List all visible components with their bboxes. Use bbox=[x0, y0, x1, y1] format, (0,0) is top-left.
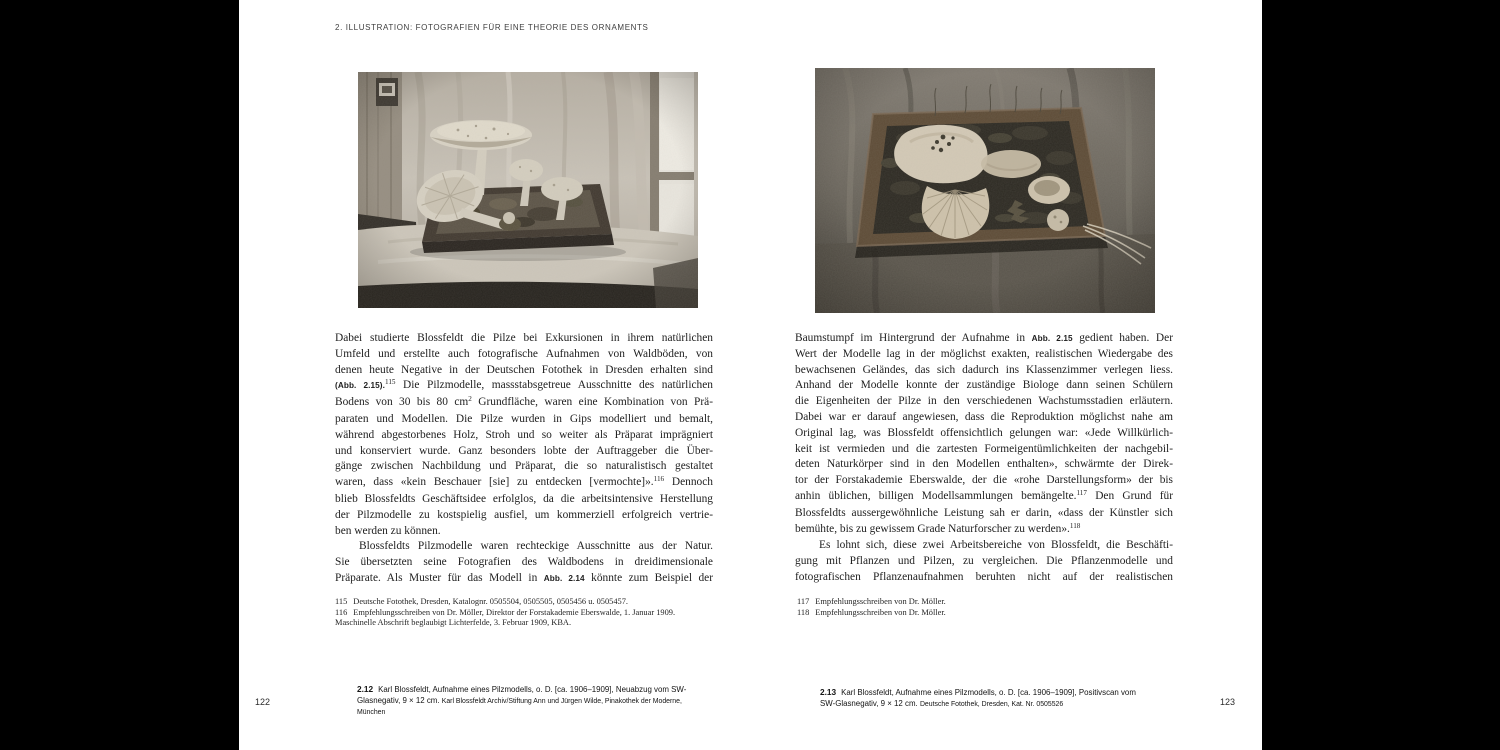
body-text-right bbox=[795, 331, 1173, 586]
body-text-line: anhin üblichen, billigen Modellsammlungen bemängelte.$^{117}$ Den Grund für bbox=[795, 488, 1173, 502]
body-text-line: ben werden zu können. bbox=[335, 524, 441, 537]
figure-caption-right bbox=[820, 687, 1152, 710]
body-text-left bbox=[335, 331, 713, 587]
mushroom-model-photo-left bbox=[358, 72, 698, 308]
body-text-line: Original lag, was Blossfeldt offensichtlich gelungen war: «Jede Willkürlich- bbox=[795, 426, 1173, 439]
body-text-line: deten Naturkörper sind in den Modellen enthalten», schwärmte der Direk- bbox=[795, 458, 1173, 471]
body-text-line: Dabei studierte Blossfeldt die Pilze bei Exkursionen in ihrem natürlichen bbox=[335, 332, 713, 344]
body-text-line: waren, dass «kein Beschauer [sie] zu entdecken [vermochte]».$^{116}$ Dennoch bbox=[335, 475, 714, 489]
caption-number: 2.13 bbox=[820, 687, 837, 697]
body-text-line: (Abb. 2.15).$^{115}$ Die Pilzmodelle, massstabsgetreue Ausschnitte des natürlichen bbox=[335, 378, 713, 392]
body-text-line: während abgestorbenes Holz, Stroh und so weiter als Präparat imprägniert bbox=[335, 428, 713, 441]
caption-number: 2.12 bbox=[357, 684, 374, 694]
caption-credit: Karl Blossfeldt Archiv/Stiftung Ann und Jürgen Wilde, Pinakothek der Moderne, München bbox=[357, 697, 682, 717]
body-text-line: bemühte, bis zu gewissem Grade Naturforscher zu werden».$^{118}$ bbox=[795, 521, 1081, 535]
figure-caption-left bbox=[357, 684, 689, 719]
figure-photo-mushroom-tray bbox=[815, 68, 1155, 313]
body-text-line: blieb Blossfeldts Geschäftsidee erfolglos, da die arbeitsintensive Herstellung bbox=[335, 492, 713, 505]
page-number-right: 123 bbox=[1220, 697, 1236, 707]
footnotes-right bbox=[797, 597, 1197, 618]
body-text-line: Es lohnt sich, diese zwei Arbeitsbereiche von Blossfeldt, die Beschäfti- bbox=[819, 539, 1173, 552]
caption-text: Karl Blossfeldt, Aufnahme eines Pilzmodells, o. D. [ca. 1906–1909], Positivscan vom SW-Glasnegativ, 9 × 12 cm. bbox=[820, 688, 1136, 708]
body-text-line: Präparate. Als Muster für das Modell in Abb. 2.14 könnte zum Beispiel der bbox=[335, 571, 713, 584]
body-text-line: Umfeld und erstellte auch fotografische Aufnahmen von Waldböden, von bbox=[335, 347, 713, 360]
body-text-line: bewachsenen Geländes, das sich dadurch ins Klassenzimmer verlegen liess. bbox=[795, 363, 1173, 376]
body-text-line: Wert der Modelle lag in der möglichst exakten, realistischen Wiedergabe des bbox=[795, 347, 1173, 360]
footnote: 117 Empfehlungsschreiben von Dr. Möller. bbox=[797, 597, 946, 606]
mushroom-model-photo-right bbox=[815, 68, 1155, 313]
body-text-line: Baumstumpf im Hintergrund der Aufnahme in Abb. 2.15 gedient haben. Der bbox=[795, 332, 1173, 344]
running-header: 2. ILLUSTRATION: FOTOGRAFIEN FÜR EINE THEORIE DES ORNAMENTS bbox=[335, 23, 649, 32]
body-text-line: gung mit Pflanzen und Pilzen, zu vergleichen. Die Pflanzenmodelle und bbox=[795, 555, 1173, 568]
body-text-line: Anhand der Modelle konnte der zuständige Biologe dann seinen Schülern bbox=[795, 379, 1173, 392]
page-spread bbox=[239, 0, 1262, 750]
body-text-line: Blossfeldts Pilzmodelle waren rechteckige Ausschnitte aus der Natur. bbox=[359, 540, 713, 553]
figure-photo-mushroom-model-table bbox=[358, 72, 698, 308]
body-text-line: Dabei war er darauf angewiesen, dass die Reproduktion möglichst nahe am bbox=[795, 410, 1173, 423]
caption-credit: Deutsche Fotothek, Dresden, Kat. Nr. 0505526 bbox=[919, 700, 1064, 708]
footnote: 115 Deutsche Fotothek, Dresden, Katalognr. 0505504, 0505505, 0505456 u. 0505457. bbox=[335, 597, 628, 606]
body-text-line: Sie übersetzten seine Fotografien des Waldbodens in dreidimensionale bbox=[335, 556, 713, 569]
body-text-line: Bodens von 30 bis 80 $cm^2$ Grundfläche, waren eine Kombination von Prä- bbox=[335, 395, 713, 409]
footnote: 116 Empfehlungsschreiben von Dr. Möller, Direktor der Forstakademie Eberswalde, 1. Januar 1909. bbox=[335, 607, 676, 617]
footnotes-left bbox=[335, 597, 735, 629]
body-text-line: und konserviert wurde. Ganz besonders lobte der Auftraggeber die Über- bbox=[335, 444, 713, 457]
body-text-line: Blossfeldts aussergewöhnliche Leistung sah er darin, «dass der Künstler sich bbox=[795, 506, 1173, 519]
footnote: Maschinelle Abschrift beglaubigt Lichterfelde, 3. Februar 1909, KBA. bbox=[335, 618, 572, 628]
body-text-line: die Eigenheiten der Pilze in den verschiedenen Wachstumsstadien erläutern. bbox=[795, 395, 1173, 408]
footnote-number: 117 bbox=[797, 597, 810, 606]
footnote-number: 115 bbox=[335, 597, 348, 606]
footnote: 118 Empfehlungsschreiben von Dr. Möller. bbox=[797, 607, 946, 617]
body-text-line: paraten und Modellen. Die Pilze wurden in Gips modelliert und bemalt, bbox=[335, 412, 713, 425]
body-text-line: denen heute Negative in der Deutschen Fotothek in Dresden erhalten sind bbox=[335, 363, 713, 376]
caption-text: Karl Blossfeldt, Aufnahme eines Pilzmodells, o. D. [ca. 1906–1909], Neuabzug vom SW-Glasnegativ, 9 × 12 cm. bbox=[357, 685, 687, 705]
page-number-left: 122 bbox=[255, 697, 271, 707]
body-text-line: tor der Forstakademie Eberswalde, der die «rohe Darstellungsform» der bis bbox=[795, 474, 1173, 487]
body-text-line: gänge zwischen Nachbildung und Präparat, die so naturalistisch gestaltet bbox=[335, 460, 713, 473]
footnote-number: 118 bbox=[797, 607, 810, 617]
body-text-line: der Pilzmodelle zu kostspielig ausfiel, um kommerziell erfolgreich vertrie- bbox=[335, 508, 713, 521]
footnote-number: 116 bbox=[335, 607, 348, 617]
body-text-line: fotografischen Pflanzenaufnahmen beruhten nicht auf der realistischen bbox=[795, 570, 1173, 583]
body-text-line: keit ist vermieden und die zartesten Formeigentümlichkeiten der nachgebil- bbox=[795, 442, 1173, 455]
